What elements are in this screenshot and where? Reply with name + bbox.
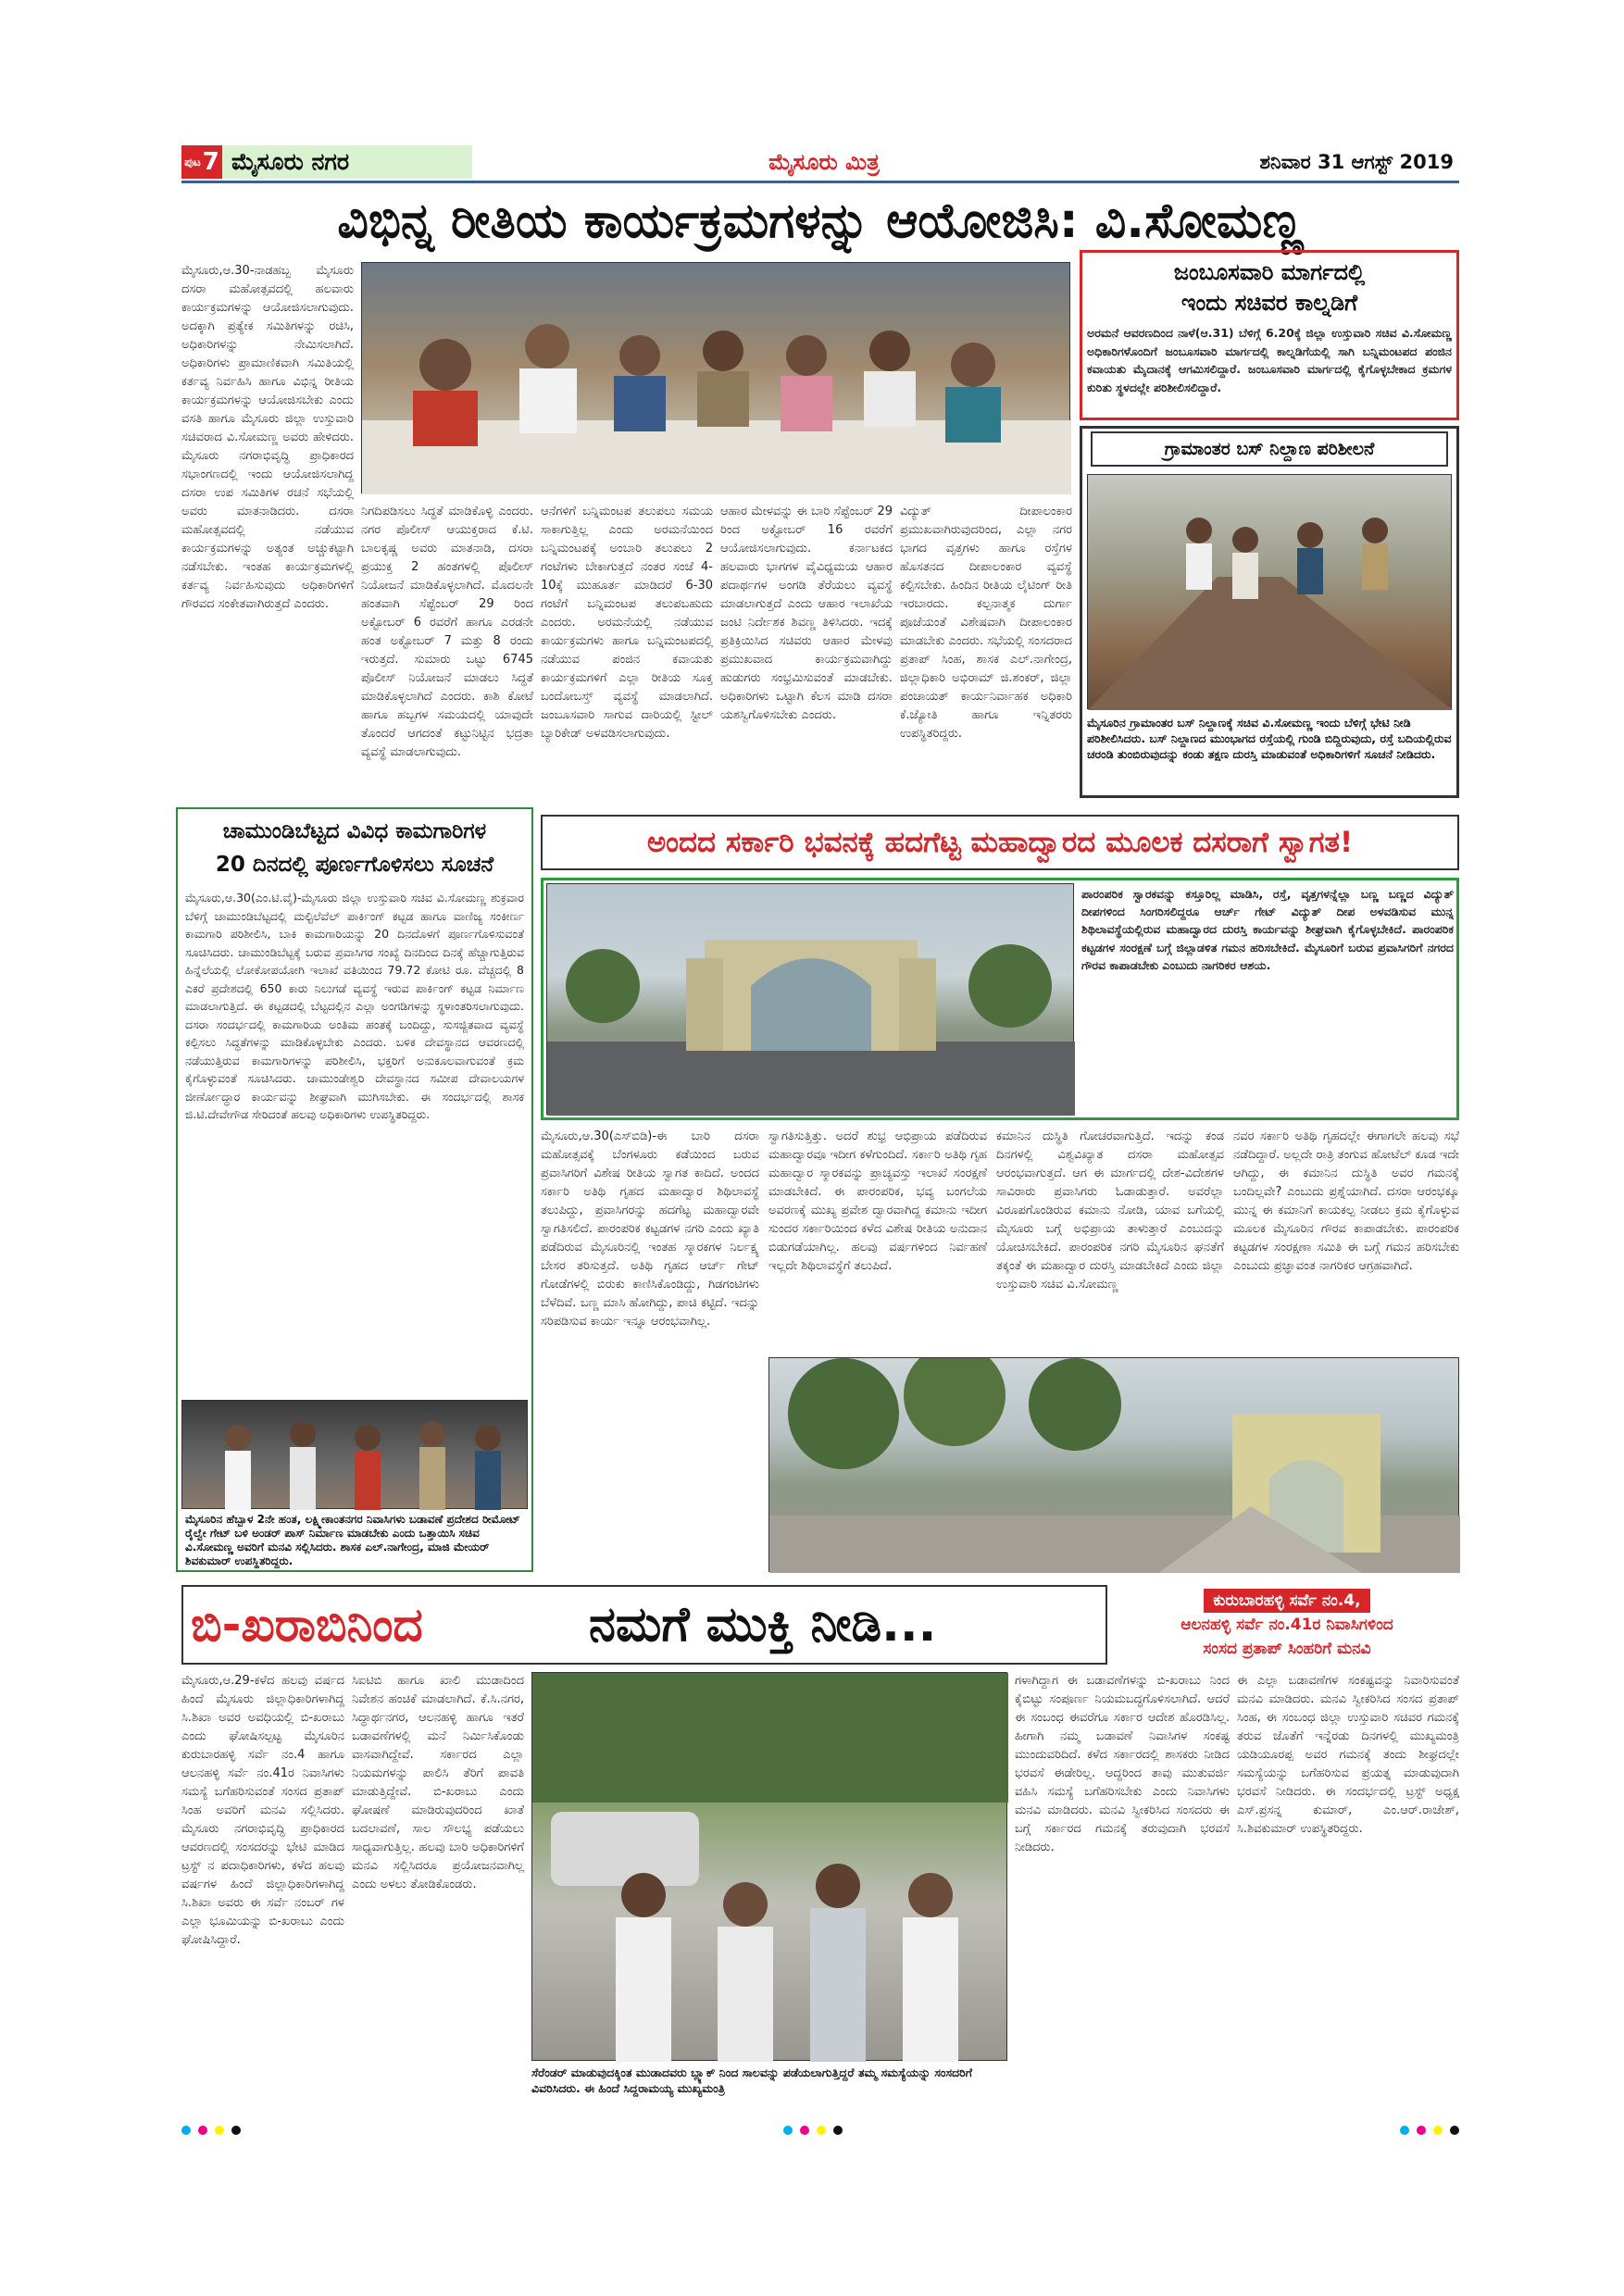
registration-dot xyxy=(198,2126,207,2135)
header-rule xyxy=(181,181,1459,183)
bottom-headline-part2: ನಮಗೆ ಮುಕ್ತಿ ನೀಡಿ... xyxy=(589,1597,937,1653)
chamundi-body: ಮೈಸೂರು,ಆ.30(ಎಂ.ಟಿ.ವೈ)-ಮೈಸೂರು ಜಿಲ್ಲಾ ಉಸ್ತುವಾರಿ ಸಚಿವ ವಿ.ಸೋಮಣ್ಣ ಶುಕ್ರವಾರ ಬೆಳಿಗ್ಗೆ ಚಾಮುಂಡಿಬೆಟ್ಟದಲ್ಲಿ ಮಲ್ಟಿಲೆವೆಲ್ ಪಾರ್ಕಿಂಗ್ ಕಟ್ಟಡ ಹಾಗೂ ವಾಣಿಜ್ಯ ಸಂಕೀರ್ಣ ಕಾಮಗಾರಿ ಪರಿಶೀಲಿಸಿ, ಬಾಕಿ ಕಾಮಗಾರಿಯನ್ನು 20 ದಿನದೊಳಗೆ ಪೂರ್ಣಗೊಳಿಸುವಂತೆ ಸೂಚಿಸಿದರು. ಚಾಮುಂಡಿಬೆಟ್ಟಕ್ಕೆ ಬರುವ ಪ್ರವಾಸಿಗರ ಸಂಖ್ಯೆ ದಿನದಿಂದ ದಿನಕ್ಕೆ ಹೆಚ್ಚಾಗುತ್ತಿರುವ ಹಿನ್ನೆಲೆಯಲ್ಲಿ ಲೋಕೋಪಯೋಗಿ ಇಲಾಖೆ ವತಿಯಿಂದ 79.72 ಕೋಟಿ ರೂ. ವೆಚ್ಚದಲ್ಲಿ 8 ಎಕರೆ ಪ್ರದೇಶದಲ್ಲಿ 650 ಕಾರು ನಿಲುಗಡೆ ವ್ಯವಸ್ಥೆ ಇರುವ ಪಾರ್ಕಿಂಗ್ ಕಟ್ಟಡ ನಿರ್ಮಾಣ ಮಾಡಲಾಗುತ್ತಿದೆ. ಈ ಕಟ್ಟಡದಲ್ಲಿ ಬೆಟ್ಟದಲ್ಲಿನ ಎಲ್ಲಾ ಅಂಗಡಿಗಳನ್ನು ಸ್ಥಳಾಂತರಿಸಲಾಗುವುದು. ದಸರಾ ಸಂದರ್ಭದಲ್ಲಿ ಕಾಮಗಾರಿಯ ಅಂತಿಮ ಹಂತಕ್ಕೆ ಬಂದಿದ್ದು, ಸುಸಜ್ಜಿತವಾದ ವ್ಯವಸ್ಥೆ ಕಲ್ಪಿಸಲು ಸಿದ್ಧತೆಗಳನ್ನು ಮಾಡಿಕೊಳ್ಳಬೇಕು ಎಂದರು. ಬಳಿಕ ದೇವಸ್ಥಾನದ ಆವರಣದಲ್ಲಿ ನಡೆಯುತ್ತಿರುವ ಕಾಮಗಾರಿಗಳನ್ನು ಪರಿಶೀಲಿಸಿ, ಭಕ್ತರಿಗೆ ಅನುಕೂಲವಾಗುವಂತೆ ಕ್ರಮ ಕೈಗೊಳ್ಳುವಂತೆ ಸೂಚಿಸಿದರು. ಚಾಮುಂಡೇಶ್ವರಿ ದೇವಸ್ಥಾನದ ಸಮೀಪ ದೇವಾಲಯಗಳ ಜೀರ್ಣೋದ್ಧಾರ ಕಾರ್ಯವನ್ನು ಶೀಘ್ರವಾಗಿ ಮುಗಿಸಬೇಕು. ಈ ಸಂದರ್ಭದಲ್ಲಿ ಶಾಸಕ ಜಿ.ಟಿ.ದೇವೇಗೌಡ ಸೇರಿದಂತೆ ಹಲವು ಅಧಿಕಾರಿಗಳು ಉಪಸ್ಥಿತರಿದ್ದರು. xyxy=(185,891,524,1121)
gate-col2: ಸ್ವಾಗತಿಸುತ್ತಿತ್ತು. ಅದರೆ ಶುಭ್ರ ಆಭಿಪ್ರಾಯ ಪಡೆದಿರುವ ಮಹಾದ್ವಾರವೂ ಇದೀಗ ಕಳೆಗುಂದಿದೆ. ಸರ್ಕಾರಿ ಅತಿಥಿ ಗೃಹ ಮಹಾದ್ವಾರ ಸ್ಮಾರಕವನ್ನು ಪ್ರಾಚ್ಯವಸ್ತು ಇಲಾಖೆ ಸಂರಕ್ಷಣೆ ಮಾಡಬೇಕಿದೆ. ಈ ಪಾರಂಪರಿಕ, ಭವ್ಯ ಬಂಗಲೆಯ ಅವರಣಕ್ಕೆ ಮುಖ್ಯ ಪ್ರವೇಶ ದ್ವಾರವಾಗಿದ್ದ ಕಮಾನು ಇದೀಗ ಸುಂದರ ಸರ್ಕಾರಿಯಿಂದ ಕಳೆದ ವಿಶೇಷ ರೀತಿಯ ಅನುದಾನ ಬಿಡುಗಡೆಯಾಗಿಲ್ಲ. ಹಲವು ವರ್ಷಗಳಿಂದ ನಿರ್ವಹಣೆ ಇಲ್ಲದೇ ಶಿಥಿಲಾವಸ್ಥೆಗೆ ತಲುಪಿದೆ. xyxy=(768,1129,987,1273)
jamboo-headline-line1: ಜಂಬೂಸವಾರಿ ಮಾರ್ಗದಲ್ಲಿ xyxy=(1173,259,1366,285)
bottom-col3: ಗಳಾಗಿದ್ದಾಗ ಈ ಬಡಾವಣೆಗಳನ್ನು ಬಿ-ಖರಾಬು ನಿಂದ ಕೈಬಿಟ್ಟು ಸಂಪೂರ್ಣ ನಿಯಮಬದ್ಧಗೊಳಿಸಲಾಗಿದೆ. ಆದರೆ ಈ ಸಂಬಂಧ ಈವರೆಗೂ ಸರ್ಕಾರ ಆದೇಶ ಹೊರಡಿಸಿಲ್ಲ. ಹೀಗಾಗಿ ನಮ್ಮ ಬಡಾವಣೆ ನಿವಾಸಿಗಳ ಸಂಕಷ್ಟ ಮುಂದುವರಿದಿದೆ. ಕಳೆದ ಸರ್ಕಾರದಲ್ಲಿ ಶಾಸಕರು ನೀಡಿದ ಭರವಸೆ ಈಡೇರಿಲ್ಲ. ಆದ್ದರಿಂದ ತಾವು ಮುತುವರ್ಜಿ ವಹಿಸಿ ಸಮಸ್ಯೆ ಬಗೆಹರಿಸಬೇಕು ಎಂದು ನಿವಾಸಿಗಳು ಮನವಿ ಮಾಡಿದರು. ಮನವಿ ಸ್ವೀಕರಿಸಿದ ಸಂಸದರು ಈ ಬಗ್ಗೆ ಸರ್ಕಾರದ ಗಮನಕ್ಕೆ ತರುವುದಾಗಿ ಭರವಸೆ ನೀಡಿದರು. xyxy=(1015,1674,1230,1854)
main-story-col1: ಮೈಸೂರು,ಆ.30-ನಾಡಹಬ್ಬ ಮೈಸೂರು ದಸರಾ ಮಹೋತ್ಸವದಲ್ಲಿ ಹಲವಾರು ಕಾರ್ಯಕ್ರಮಗಳನ್ನು ಆಯೋಜಿಸಲಾಗುವುದು. ಅದಕ್ಕಾಗಿ ಪ್ರತ್ಯೇಕ ಸಮಿತಿಗಳನ್ನು ರಚಿಸಿ, ಅಧಿಕಾರಿಗಳನ್ನು ನೇಮಿಸಲಾಗಿದೆ. ಅಧಿಕಾರಿಗಳು ಪ್ರಾಮಾಣಿಕವಾಗಿ ಸಮಿತಿಯಲ್ಲಿ ಕರ್ತವ್ಯ ನಿರ್ವಹಿಸಿ ಹಾಗೂ ವಿಭಿನ್ನ ರೀತಿಯ ಕಾರ್ಯಕ್ರಮಗಳನ್ನು ಆಯೋಜಿಸಬೇಕು ಎಂದು ವಸತಿ ಹಾಗೂ ಮೈಸೂರು ಜಿಲ್ಲಾ ಉಸ್ತುವಾರಿ ಸಚಿವರಾದ ವಿ.ಸೋಮಣ್ಣ ಅವರು ಹೇಳಿದರು. ಮೈಸೂರು ನಗರಾಭಿವೃದ್ಧಿ ಪ್ರಾಧಿಕಾರದ ಸಭಾಂಗಣದಲ್ಲಿ ಇಂದು ಆಯೋಜಿಸಲಾಗಿದ್ದ ದಸರಾ ಉಪ ಸಮಿತಿಗಳ ರಚನೆ ಸಭೆಯಲ್ಲಿ ಅವರು ಮಾತನಾಡಿದರು. ದಸರಾ ಮಹೋತ್ಸವದಲ್ಲಿ ನಡೆಯುವ ಕಾರ್ಯಕ್ರಮಗಳನ್ನು ಅತ್ಯಂತ ಅಚ್ಚುಕಟ್ಟಾಗಿ ನಡೆಸಬೇಕು. ಇಂತಹ ಕಾರ್ಯಕ್ರಮಗಳಲ್ಲಿ ಕರ್ತವ್ಯ ನಿರ್ವಹಿಸುವುದು ಅಧಿಕಾರಿಗಳಿಗೆ ಗೌರವದ ಸಂಕೇತವಾಗಿರುತ್ತದೆ ಎಂದರು. xyxy=(181,264,354,611)
jamboo-body: ಅರಮನೆ ಆವರಣದಿಂದ ನಾಳೆ(ಆ.31) ಬೆಳಿಗ್ಗೆ 6.20ಕ್ಕೆ ಜಿಲ್ಲಾ ಉಸ್ತುವಾರಿ ಸಚಿವ ವಿ.ಸೋಮಣ್ಣ ಅಧಿಕಾರಿಗಳೊಂದಿಗೆ ಜಂಬೂಸವಾರಿ ಮಾರ್ಗದಲ್ಲಿ ಕಾಲ್ನಡಿಗೆಯಲ್ಲಿ ಸಾಗಿ ಬನ್ನಿಮಂಟಪದ ಪಂಜಿನ ಕವಾಯತು ಮೈದಾನಕ್ಕೆ ಆಗಮಿಸಲಿದ್ದಾರೆ. ಜಂಬೂಸವಾರಿ ಮಾರ್ಗದಲ್ಲಿ ಕೈಗೊಳ್ಳಬೇಕಾದ ಕ್ರಮಗಳ ಕುರಿತು ಸ್ಥಳದಲ್ಲೇ ಪರಿಶೀಲಿಸಲಿದ್ದಾರೆ. xyxy=(1087,326,1452,394)
meeting-photo xyxy=(361,262,1070,493)
main-story-col4: ಆಹಾರ ಮೇಳವನ್ನು ಈ ಬಾರಿ ಸೆಪ್ಟೆಂಬರ್ 29 ರಿಂದ ಅಕ್ಟೋಬರ್ 16 ರವರೆಗೆ ಆಯೋಜಿಸಲಾಗುವುದು. ಕರ್ನಾಟಕದ ಹಲವಾರು ಭಾಗಗಳ ವೈವಿಧ್ಯಮಯ ಆಹಾರ ಪದಾರ್ಥಗಳ ಅಂಗಡಿ ತೆರೆಯಲು ವ್ಯವಸ್ಥೆ ಮಾಡಲಾಗುತ್ತದೆ ಎಂದು ಆಹಾರ ಇಲಾಖೆಯ ಜಂಟಿ ನಿರ್ದೇಶಕ ಶಿವಣ್ಣ ತಿಳಿಸಿದರು. ಇದಕ್ಕೆ ಪ್ರತಿಕ್ರಿಯಿಸಿದ ಸಚಿವರು ಆಹಾರ ಮೇಳವು ಪ್ರಮುಖವಾದ ಕಾರ್ಯಕ್ರಮವಾಗಿದ್ದು ಹುಡುಗರು ಸಂಭ್ರಮಿಸುವಂತೆ ಮಾಡಬೇಕು. ಅಧಿಕಾರಿಗಳು ಒಟ್ಟಾಗಿ ಕೆಲಸ ಮಾಡಿ ದಸರಾ ಯಶಸ್ವಿಗೊಳಿಸಬೇಕು ಎಂದರು. xyxy=(720,505,893,722)
main-headline: ವಿಭಿನ್ನ ರೀತಿಯ ಕಾರ್ಯಕ್ರಮಗಳನ್ನು ಆಯೋಜಿಸಿ: ವಿ.ಸೋಮಣ್ಣ xyxy=(337,193,1304,249)
main-story-col5: ವಿದ್ಯುತ್ ದೀಪಾಲಂಕಾರ ಪ್ರಮುಖವಾಗಿರುವುದರಿಂದ, ಎಲ್ಲಾ ನಗರ ಭಾಗದ ವೃತ್ತಗಳು ಹಾಗೂ ರಸ್ತೆಗಳ ಹೊಸತನದ ದೀಪಾಲಂಕಾರ ವ್ಯವಸ್ಥೆ ಕಲ್ಪಿಸಬೇಕು. ಹಿಂದಿನ ರೀತಿಯ ಲೈಟಿಂಗ್ ರೀತಿ ಇರಬಾರದು. ಕಲ್ಪನಾತ್ಮಕ ದುರ್ಗಾ ಪೂಜೆಯಂತೆ ವಿಶೇಷವಾಗಿ ದೀಪಾಲಂಕಾರ ಮಾಡಬೇಕು ಎಂದರು. ಸಭೆಯಲ್ಲಿ ಸಂಸದರಾದ ಪ್ರತಾಪ್ ಸಿಂಹ, ಶಾಸಕ ಎಲ್.ನಾಗೇಂದ್ರ, ಜಿಲ್ಲಾಧಿಕಾರಿ ಅಭಿರಾಮ್ ಜಿ.ಶಂಕರ್, ಜಿಲ್ಲಾ ಪಂಚಾಯತ್ ಕಾರ್ಯನಿರ್ವಾಹಕ ಅಧಿಕಾರಿ ಕೆ.ಜ್ಯೋತಿ ಹಾಗೂ ಇನ್ನಿತರರು ಉಪಸ್ಥಿತರಿದ್ದರು. xyxy=(900,505,1072,741)
bus-stand-photo xyxy=(1087,474,1452,709)
main-story-col2: ನಿಗದಿಪಡಿಸಲು ಸಿದ್ಧತೆ ಮಾಡಿಕೊಳ್ಳಿ ಎಂದರು. ನಗರ ಪೊಲೀಸ್ ಆಯುಕ್ತರಾದ ಕೆ.ಟಿ. ಬಾಲಕೃಷ್ಣ ಅವರು ಮಾತನಾಡಿ, ದಸರಾ ಪ್ರಯುಕ್ತ 2 ಹಂತಗಳಲ್ಲಿ ಪೊಲೀಸ್ ನಿಯೋಜನೆ ಮಾಡಿಕೊಳ್ಳಲಾಗಿದೆ. ಮೊದಲನೇ ಹಂತವಾಗಿ ಸೆಪ್ಟೆಂಬರ್ 29 ರಿಂದ ಅಕ್ಟೋಬರ್ 6 ರವರೆಗೆ ಹಾಗೂ ಎರಡನೇ ಹಂತ ಅಕ್ಟೋಬರ್ 7 ಮತ್ತು 8 ರಂದು ಇರುತ್ತದೆ. ಸುಮಾರು ಒಟ್ಟು 6745 ಪೊಲೀಸ್ ನಿಯೋಜನೆ ಮಾಡಲು ಸಿದ್ಧತೆ ಮಾಡಿಕೊಳ್ಳಲಾಗಿದೆ ಎಂದರು. ಕಾಶಿ ಕೋಟೆ ಹಾಗೂ ಹಬ್ಬಗಳ ಸಮಯದಲ್ಲಿ ಯಾವುದೇ ತೊಂದರೆ ಆಗದಂತೆ ಕಟ್ಟುನಿಟ್ಟಿನ ಭದ್ರತಾ ವ್ಯವಸ್ಥೆ ಮಾಡಲಾಗುವುದು. xyxy=(361,505,533,759)
registration-dot xyxy=(231,2126,241,2135)
registration-dot xyxy=(215,2126,224,2135)
bottom-subhead-line1: ಕುರುಬಾರಹಳ್ಳಿ ಸರ್ವೆ ನಂ.4, xyxy=(1204,1589,1369,1613)
gate-col4: ನವರ ಸರ್ಕಾರಿ ಅತಿಥಿ ಗೃಹದಲ್ಲೇ ಈಗಾಗಲೇ ಹಲವು ಸಭೆ ನಡೆದಿದ್ದಾರೆ. ಅಲ್ಲದೇ ರಾತ್ರಿ ತಂಗುವ ಹೋಟೆಲ್ ಕೂಡ ಇದೇ ಆಗಿದ್ದು, ಈ ಕಮಾನಿನ ದುಸ್ಥಿತಿ ಅವರ ಗಮನಕ್ಕೆ ಬಂದಿಲ್ಲವೇ? ಎಂಬುದು ಪ್ರಶ್ನೆಯಾಗಿದೆ. ದಸರಾ ಆರಂಭಕ್ಕೂ ಮುನ್ನ ಈ ಕಮಾನಿಗೆ ಕಾಯಕಲ್ಪ ನೀಡಲು ಕ್ರಮ ಕೈಗೊಳ್ಳುವ ಮೂಲಕ ಮೈಸೂರಿನ ಗೌರವ ಕಾಪಾಡಬೇಕು. ಪಾರಂಪರಿಕ ಕಟ್ಟಡಗಳ ಸಂರಕ್ಷಣಾ ಸಮಿತಿ ಈ ಬಗ್ಗೆ ಗಮನ ಹರಿಸಬೇಕು ಎಂಬುದು ಪ್ರಜ್ಞಾವಂತ ನಾಗರಿಕರ ಆಗ್ರಹವಾಗಿದೆ. xyxy=(1233,1129,1459,1273)
registration-dot xyxy=(1400,2126,1409,2135)
residents-photo xyxy=(531,1672,1007,2061)
registration-dot xyxy=(800,2126,809,2135)
registration-dot xyxy=(1417,2126,1426,2135)
bottom-subhead-line3: ಸಂಸದ ಪ್ರತಾಪ್ ಸಿಂಹರಿಗೆ ಮನವಿ xyxy=(1203,1640,1371,1658)
page-label xyxy=(181,145,222,179)
gramantara-caption: ಮೈಸೂರಿನ ಗ್ರಾಮಾಂತರ ಬಸ್ ನಿಲ್ದಾಣಕ್ಕೆ ಸಚಿವ ವಿ.ಸೋಮಣ್ಣ ಇಂದು ಬೆಳಿಗ್ಗೆ ಭೇಟಿ ನೀಡಿ ಪರಿಶೀಲಿಸಿದರು. ಬಸ್ ನಿಲ್ದಾಣದ ಮುಂಭಾಗದ ರಸ್ತೆಯಲ್ಲಿ ಗುಂಡಿ ಬಿದ್ದಿರುವುದು, ರಸ್ತೆ ಬದಿಯಲ್ಲಿರುವ ಚರಂಡಿ ತುಂಬಿರುವುದನ್ನು ಕಂಡು ತಕ್ಷಣ ದುರಸ್ತಿ ಮಾಡುವಂತೆ ಅಧಿಕಾರಿಗಳಿಗೆ ಸೂಚನೆ ನೀಡಿದರು. xyxy=(1087,716,1452,761)
registration-dot xyxy=(181,2126,191,2135)
issue-date: ಶನಿವಾರ 31 ಆಗಸ್ಟ್ 2019 xyxy=(1259,151,1454,173)
gramantara-headline: ಗ್ರಾಮಾಂತರ ಬಸ್ ನಿಲ್ದಾಣ ಪರಿಶೀಲನೆ xyxy=(1091,431,1448,467)
section-title: ಮೈಸೂರು ನಗರ xyxy=(231,148,350,175)
gate-headline: ಅಂದದ ಸರ್ಕಾರಿ ಭವನಕ್ಕೆ ಹದಗೆಟ್ಟ ಮಹಾದ್ವಾರದ ಮೂಲಕ ದಸರಾಗೆ ಸ್ವಾಗತ! xyxy=(646,825,1354,859)
underpass-petition-caption: ಮೈಸೂರಿನ ಹೆಬ್ಬಾಳ 2ನೇ ಹಂತ, ಲಕ್ಷ್ಮೀಕಾಂತನಗರ ನಿವಾಸಿಗಳು ಬಡಾವಣೆ ಪ್ರದೇಶದ ರೀಮೋಟ್ ರೈಲ್ವೇ ಗೇಟ್ ಬಳಿ ಅಂಡರ್ ಪಾಸ್ ನಿರ್ಮಾಣ ಮಾಡಬೇಕು ಎಂದು ಒತ್ತಾಯಿಸಿ ಸಚಿವ ವಿ.ಸೋಮಣ್ಣ ಅವರಿಗೆ ಮನವಿ ಸಲ್ಲಿಸಿದರು. ಶಾಸಕ ಎಲ್.ನಾಗೇಂದ್ರ, ಮಾಜಿ ಮೇಯರ್ ಶಿವಕುಮಾರ್ ಉಪಸ್ಥಿತರಿದ್ದರು. xyxy=(185,1513,520,1567)
registration-dot xyxy=(1450,2126,1459,2135)
page-label-text: ಪುಟ xyxy=(184,155,201,168)
gate-inset-text: ಪಾರಂಪರಿಕ ಸ್ವಾರಕವನ್ನು ಕಸ್ತೂರಿಲ್ಲ ಮಾಡಿಸಿ, ರಸ್ತೆ, ವೃತ್ತಗಳನ್ನೆಲ್ಲಾ ಬಣ್ಣ ಬಣ್ಣದ ವಿದ್ಯುತ್ ದೀಪಗಳಿಂದ ಸಿಂಗರಿಸಲಿದ್ದರೂ ಆರ್ಚ್ ಗೇಟ್ ವಿದ್ಯುತ್ ದೀಪ ಅಳವಡಿಸುವ ಮುನ್ನ ಶಿಥಿಲಾವಸ್ಥೆಯಲ್ಲಿರುವ ಮಹಾದ್ವಾರದ ದುರಸ್ತಿ ಕಾರ್ಯವನ್ನು ಶೀಘ್ರವಾಗಿ ಕೈಗೊಳ್ಳಬೇಕಿದೆ. ಪಾರಂಪರಿಕ ಕಟ್ಟಡಗಳ ಸಂರಕ್ಷಣೆ ಬಗ್ಗೆ ಜಿಲ್ಲಾಡಳಿತ ಗಮನ ಹರಿಸಬೇಕಿದೆ. ಮೈಸೂರಿಗೆ ಬರುವ ಪ್ರವಾಸಿಗರಿಗೆ ನಗರದ ಗೌರವ ಕಾಪಾಡಬೇಕು ಎಂಬುದು ನಾಗರಿಕರ ಆಶಯ. xyxy=(1081,887,1454,972)
chamundi-headline xyxy=(181,813,528,883)
registration-dot xyxy=(1433,2126,1443,2135)
bottom-headline-part1: ಬಿ-ಖರಾಬಿನಿಂದ xyxy=(191,1598,423,1652)
jamboo-headline xyxy=(1085,256,1454,320)
chamundi-headline-line1: ಚಾಮುಂಡಿಬೆಟ್ಟದ ವಿವಿಧ ಕಾಮಗಾರಿಗಳ xyxy=(222,819,487,843)
page-number: 7 xyxy=(202,148,219,176)
bottom-col2: ಸಿಐಟಿಬಿ ಹಾಗೂ ಖಾಲಿ ಮುಡಾದಿಂದ ನಿವೇಶನ ಹಂಚಿಕೆ ಮಾಡಲಾಗಿದೆ. ಕೆ.ಸಿ.ನಗರ, ಸಿದ್ಧಾರ್ಥನಗರ, ಆಲನಹಳ್ಳಿ ಹಾಗೂ ಇತರೆ ಬಡಾವಣೆಗಳಲ್ಲಿ ಮನೆ ನಿರ್ಮಿಸಿಕೊಂಡು ವಾಸವಾಗಿದ್ದೇವೆ. ಸರ್ಕಾರದ ಎಲ್ಲಾ ನಿಯಮಗಳನ್ನು ಪಾಲಿಸಿ ತೆರಿಗೆ ಪಾವತಿ ಮಾಡುತ್ತಿದ್ದೇವೆ. ಬಿ-ಖರಾಬು ಎಂದು ಘೋಷಣೆ ಮಾಡಿರುವುದರಿಂದ ಖಾತೆ ಬದಲಾವಣೆ, ಸಾಲ ಸೌಲಭ್ಯ ಪಡೆಯಲು ಸಾಧ್ಯವಾಗುತ್ತಿಲ್ಲ. ಹಲವು ಬಾರಿ ಅಧಿಕಾರಿಗಳಿಗೆ ಮನವಿ ಸಲ್ಲಿಸಿದರೂ ಪ್ರಯೋಜನವಾಗಿಲ್ಲ ಎಂದು ಅಳಲು ತೋಡಿಕೊಂಡರು. xyxy=(352,1674,524,1891)
registration-dot xyxy=(817,2126,826,2135)
chamundi-headline-line2: 20 ದಿನದಲ್ಲಿ ಪೂರ್ಣಗೊಳಿಸಲು ಸೂಚನೆ xyxy=(215,853,494,877)
registration-dot xyxy=(833,2126,843,2135)
bottom-subhead-line2: ಆಲನಹಳ್ಳಿ ಸರ್ವೆ ನಂ.41ರ ನಿವಾಸಿಗಳಿಂದ xyxy=(1181,1616,1393,1634)
registration-dot xyxy=(783,2126,793,2135)
gate-col1: ಮೈಸೂರು,ಆ.30(ಎಸ್‌ಬಿಡಿ)-ಈ ಬಾರಿ ದಸರಾ ಮಹೋತ್ಸವಕ್ಕೆ ಬೆಂಗಳೂರು ಕಡೆಯಿಂದ ಬರುವ ಪ್ರವಾಸಿಗರಿಗೆ ವಿಶೇಷ ರೀತಿಯ ಸ್ವಾಗತ ಕಾದಿದೆ. ಅಂದದ ಸರ್ಕಾರಿ ಅತಿಥಿ ಗೃಹದ ಮಹಾದ್ವಾರ ಶಿಥಿಲಾವಸ್ಥೆ ತಲುಪಿದ್ದು, ಪ್ರವಾಸಿಗರನ್ನು ಹದಗೆಟ್ಟ ಮಹಾದ್ವಾರವೇ ಸ್ವಾಗತಿಸಲಿದೆ. ಪಾರಂಪರಿಕ ಕಟ್ಟಡಗಳ ನಗರಿ ಎಂದು ಖ್ಯಾತಿ ಪಡೆದಿರುವ ಮೈಸೂರಿನಲ್ಲಿ ಇಂತಹ ಸ್ಮಾರಕಗಳ ನಿರ್ಲಕ್ಷ್ಯ ಬೇಸರ ತರಿಸುತ್ತದೆ. ಅತಿಥಿ ಗೃಹದ ಆರ್ಚ್ ಗೇಟ್ ಗೋಡೆಗಳಲ್ಲಿ ಬಿರುಕು ಕಾಣಿಸಿಕೊಂಡಿದ್ದು, ಗಿಡಗಂಟಿಗಳು ಬೆಳೆದಿವೆ. ಬಣ್ಣ ಮಾಸಿ ಹೋಗಿದ್ದು, ಪಾಚಿ ಕಟ್ಟಿದೆ. ಇದನ್ನು ಸರಿಪಡಿಸುವ ಕಾರ್ಯ ಇನ್ನೂ ಆರಂಭವಾಗಿಲ್ಲ. xyxy=(541,1129,759,1329)
paper-name: ಮೈಸೂರು ಮಿತ್ರ xyxy=(768,148,880,175)
main-story-col3: ಆನೆಗಳಿಗೆ ಬನ್ನಿಮಂಟಪ ತಲುಪಲು ಸಮಯ ಸಾಕಾಗುತ್ತಿಲ್ಲ ಎಂದು ಅರಮನೆಯಿಂದ ಬನ್ನಿಮಂಟಪಕ್ಕೆ ಅಂಬಾರಿ ತಲುಪಲು 2 ಗಂಟೆಗಳು ಬೇಕಾಗುತ್ತದೆ ನಂತರ ಸಂಜೆ 4-10ಕ್ಕೆ ಮುಹೂರ್ತ ಮಾಡಿದರೆ 6-30 ಗಂಟೆಗೆ ಬನ್ನಿಮಂಟಪ ತಲುಪಬಹುದು ಎಂದರು. ಅರಮನೆಯಲ್ಲಿ ನಡೆಯುವ ಕಾರ್ಯಕ್ರಮಗಳು ಹಾಗೂ ಬನ್ನಿಮಂಟಪದಲ್ಲಿ ನಡೆಯುವ ಪಂಜಿನ ಕವಾಯತು ಕಾರ್ಯಕ್ರಮಗಳಿಗೆ ಎಲ್ಲಾ ರೀತಿಯ ಸೂಕ್ತ ಬಂದೋಬಸ್ತ್ ವ್ಯವಸ್ಥೆ ಮಾಡಲಾಗಿದೆ. ಜಂಬೂಸವಾರಿ ಸಾಗುವ ದಾರಿಯಲ್ಲಿ ಸ್ಟೀಲ್ ಬ್ಯಾರಿಕೇಡ್ ಅಳವಡಿಸಲಾಗುವುದು. xyxy=(541,505,713,741)
residents-caption: ಸೆರೆಂಡರ್ ಮಾಡುವುದಕ್ಕಿಂತ ಮುಡಾದವರು ಬ್ಲ್ಯಾಕ್ ನಿಂದ ಸಾಲವನ್ನು ಪಡೆಯಲಾಗುತ್ತಿದ್ದರೆ ತಮ್ಮ ಸಮಸ್ಯೆಯನ್ನು ಸಂಸದರಿಗೆ ವಿವರಿಸಿದರು. ಈ ಹಿಂದೆ ಸಿದ್ದರಾಮಯ್ಯ ಮುಖ್ಯಮಂತ್ರಿ xyxy=(531,2065,972,2095)
gate-wide-photo xyxy=(768,1357,1459,1572)
bottom-col1: ಮೈಸೂರು,ಆ.29-ಕಳೆದ ಹಲವು ವರ್ಷದ ಹಿಂದೆ ಮೈಸೂರು ಜಿಲ್ಲಾಧಿಕಾರಿಗಳಾಗಿದ್ದ ಸಿ.ಶಿಖಾ ಅವರ ಅವಧಿಯಲ್ಲಿ ಬಿ-ಖರಾಬು ಎಂದು ಘೋಷಿಸಲ್ಪಟ್ಟ ಮೈಸೂರಿನ ಕುರುಬಾರಹಳ್ಳಿ ಸರ್ವೆ ನಂ.4 ಹಾಗೂ ಆಲನಹಳ್ಳಿ ಸರ್ವೆ ನಂ.41ರ ನಿವಾಸಿಗಳು ಸಮಸ್ಯೆ ಬಗೆಹರಿಸುವಂತೆ ಸಂಸದ ಪ್ರತಾಪ್ ಸಿಂಹ ಅವರಿಗೆ ಮನವಿ ಸಲ್ಲಿಸಿದರು. ಮೈಸೂರು ನಗರಾಭಿವೃದ್ಧಿ ಪ್ರಾಧಿಕಾರದ ಆವರಣದಲ್ಲಿ ಸಂಸದರನ್ನು ಭೇಟಿ ಮಾಡಿದ ಟ್ರಸ್ಟ್ ನ ಪದಾಧಿಕಾರಿಗಳು, ಕಳೆದ ಹಲವು ವರ್ಷಗಳ ಹಿಂದೆ ಜಿಲ್ಲಾಧಿಕಾರಿಗಳಾಗಿದ್ದ ಸಿ.ಶಿಖಾ ಅವರು ಈ ಸರ್ವೆ ನಂಬರ್ ಗಳ ಎಲ್ಲಾ ಭೂಮಿಯನ್ನು ಬಿ-ಖರಾಬು ಎಂದು ಘೋಷಿಸಿದ್ದಾರೆ. xyxy=(181,1674,344,1947)
gate-col3: ಕಮಾನಿನ ದುಸ್ಥಿತಿ ಗೋಚರವಾಗುತ್ತಿದೆ. ಇದನ್ನು ಕಂಡ ದಿನಗಳಲ್ಲಿ ವಿಶ್ವವಿಖ್ಯಾತ ದಸರಾ ಮಹೋತ್ಸವ ಆರಂಭವಾಗುತ್ತದೆ. ಆಗ ಈ ಮಾರ್ಗದಲ್ಲಿ ದೇಶ-ವಿದೇಶಗಳ ಸಾವಿರಾರು ಪ್ರವಾಸಿಗರು ಓಡಾಡುತ್ತಾರೆ. ಅವರೆಲ್ಲಾ ವಿರೂಪಗೊಂಡಿರುವ ಕಮಾನು ನೋಡಿ, ಯಾವ ಬಗೆಯಲ್ಲಿ ಮೈಸೂರು ಬಗ್ಗೆ ಅಭಿಪ್ರಾಯ ತಾಳುತ್ತಾರೆ ಎಂಬುದನ್ನು ಯೋಚಿಸಬೇಕಿದೆ. ಪಾರಂಪರಿಕ ನಗರಿ ಮೈಸೂರಿನ ಘನತೆಗೆ ತಕ್ಕಂತೆ ಈ ಮಹಾದ್ವಾರ ದುರಸ್ತಿ ಮಾಡಬೇಕಿದೆ ಎಂದು ಜಿಲ್ಲಾ ಉಸ್ತುವಾರಿ ಸಚಿವ ವಿ.ಸೋಮಣ್ಣ xyxy=(996,1129,1224,1292)
bottom-col4: ಈ ಎಲ್ಲಾ ಬಡಾವಣೆಗಳ ಸಂಕಷ್ಟವನ್ನು ನಿವಾರಿಸುವಂತೆ ಮನವಿ ಮಾಡಿದರು. ಮನವಿ ಸ್ವೀಕರಿಸಿದ ಸಂಸದ ಪ್ರತಾಪ್ ಸಿಂಹ, ಈ ಸಂಬಂಧ ಜಿಲ್ಲಾ ಉಸ್ತುವಾರಿ ಸಚಿವರ ಗಮನಕ್ಕೆ ತರುವ ಜೊತೆಗೆ ಇನ್ನೆರಡು ದಿನಗಳಲ್ಲಿ ಮುಖ್ಯಮಂತ್ರಿ ಯಡಿಯೂರಪ್ಪ ಅವರ ಗಮನಕ್ಕೆ ತಂದು ಶೀಘ್ರದಲ್ಲೇ ಸಮಸ್ಯೆಯನ್ನು ಬಗೆಹರಿಸುವ ಪ್ರಯತ್ನ ಮಾಡುವುದಾಗಿ ಭರವಸೆ ನೀಡಿದರು. ಈ ಸಂದರ್ಭದಲ್ಲಿ ಟ್ರಸ್ಟ್ ಅಧ್ಯಕ್ಷ ಎಸ್.ಪ್ರಸನ್ನ ಕುಮಾರ್, ಎಂ.ಆರ್.ರಾಜೇಶ್, ಸಿ.ಶಿವಕುಮಾರ್ ಉಪಸ್ಥಿತರಿದ್ದರು. xyxy=(1237,1674,1459,1836)
gate-photo xyxy=(546,883,1074,1115)
underpass-petition-photo xyxy=(181,1400,528,1509)
jamboo-headline-line2: ಇಂದು ಸಚಿವರ ಕಾಲ್ನಡಿಗೆ xyxy=(1181,290,1358,316)
bottom-subhead xyxy=(1115,1585,1459,1665)
